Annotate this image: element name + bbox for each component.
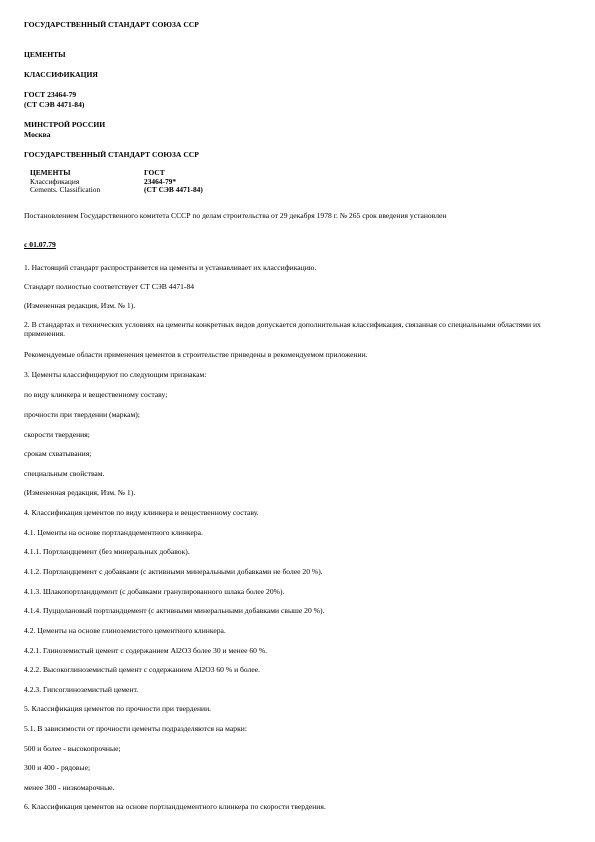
city: Москва — [24, 130, 51, 139]
paragraph: 5. Классификация цементов по прочности при твердении. — [24, 704, 212, 713]
info-table-cell: ГОСТ — [144, 168, 165, 177]
info-table-cell: (СТ СЭВ 4471-84) — [144, 185, 203, 194]
list-item: специальным свойствам. — [24, 469, 105, 478]
document-title-repeat: ГОСУДАРСТВЕННЫЙ СТАНДАРТ СОЮЗА ССР — [24, 150, 199, 159]
paragraph: 4.2. Цементы на основе глиноземистого цементного клинкера. — [24, 626, 226, 635]
info-table-cell: 23464-79* — [144, 176, 177, 186]
paragraph: 4.1.3. Шлакопортландцемент (с добавками гранулированного шлака более 20%). — [24, 587, 285, 596]
paragraph: 3. Цементы классифицируют по следующим признакам: — [24, 370, 207, 379]
document-classification: КЛАССИФИКАЦИЯ — [24, 70, 98, 79]
paragraph: 4.2.1. Глиноземистый цемент с содержанием Al2O3 более 30 и менее 60 %. — [24, 646, 268, 655]
paragraph: 5.1. В зависимости от прочности цементы подразделяются на марки: — [24, 724, 247, 733]
info-table-cell: Cements. Classification — [30, 185, 101, 194]
info-table — [30, 169, 203, 195]
paragraph: 4.1.4. Пуццолановый портландцемент (с активными минеральными добавками свыше 20 %). — [24, 606, 325, 615]
info-table-cell: ЦЕМЕНТЫ — [30, 168, 71, 177]
paragraph: 1. Настоящий стандарт распространяется на цементы и устанавливает их классификацию. — [24, 263, 317, 272]
paragraph: 6. Классификация цементов на основе портландцементного клинкера по скорости твердения. — [24, 802, 326, 811]
list-item: прочности при твердении (маркам); — [24, 410, 140, 419]
paragraph: 4.2.3. Гипсоглиноземистый цемент. — [24, 685, 139, 694]
list-item: 300 и 400 - рядовые; — [24, 763, 91, 772]
list-item: скорости твердения; — [24, 430, 90, 439]
paragraph: (Измененная редакция, Изм. № 1). — [24, 488, 136, 497]
paragraph: 2. В стандартах и технических условиях на цементы конкретных видов допускается дополнительная классификация, связанная со специальными областями их применения. — [24, 320, 541, 338]
list-item: 500 и более - высокопрочные; — [24, 744, 121, 753]
paragraph: Стандарт полностью соответствует СТ СЭВ 4471-84 — [24, 282, 195, 291]
document-subject: ЦЕМЕНТЫ — [24, 50, 66, 59]
paragraph: 4.1.2. Портландцемент с добавками (с активными минеральными добавками не более 20 %). — [24, 567, 323, 576]
info-table-cell: Классификация — [30, 176, 80, 186]
effective-date: с 01.07.79 — [24, 240, 56, 249]
list-item: по виду клинкера и вещественному составу; — [24, 390, 168, 399]
list-item: срокам схватывания; — [24, 449, 92, 458]
paragraph: Рекомендуемые области применения цементов в строительстве приведены в рекомендуемом приложении. — [24, 350, 368, 359]
decree-text: Постановлением Государственного комитета СССР по делам строительства от 29 декабря 1978 г. № 265 срок введения установлен — [24, 211, 447, 220]
paragraph: 4. Классификация цементов по виду клинкера и вещественному составу. — [24, 508, 259, 517]
list-item: менее 300 - низкомарочные. — [24, 783, 115, 792]
st-sev-number: (СТ СЭВ 4471-84) — [24, 100, 85, 109]
paragraph: 4.1. Цементы на основе портландцементного клинкера. — [24, 528, 203, 537]
paragraph: 4.2.2. Высокоглиноземистый цемент с содержанием Al2O3 60 % и более. — [24, 665, 261, 674]
gost-number: ГОСТ 23464-79 — [24, 90, 77, 99]
publisher: МИНСТРОЙ РОССИИ — [24, 120, 106, 129]
paragraph: 4.1.1. Портландцемент (без минеральных добавок). — [24, 547, 190, 556]
paragraph: (Измененная редакция, Изм. № 1). — [24, 301, 136, 310]
document-title: ГОСУДАРСТВЕННЫЙ СТАНДАРТ СОЮЗА ССР — [24, 20, 199, 29]
